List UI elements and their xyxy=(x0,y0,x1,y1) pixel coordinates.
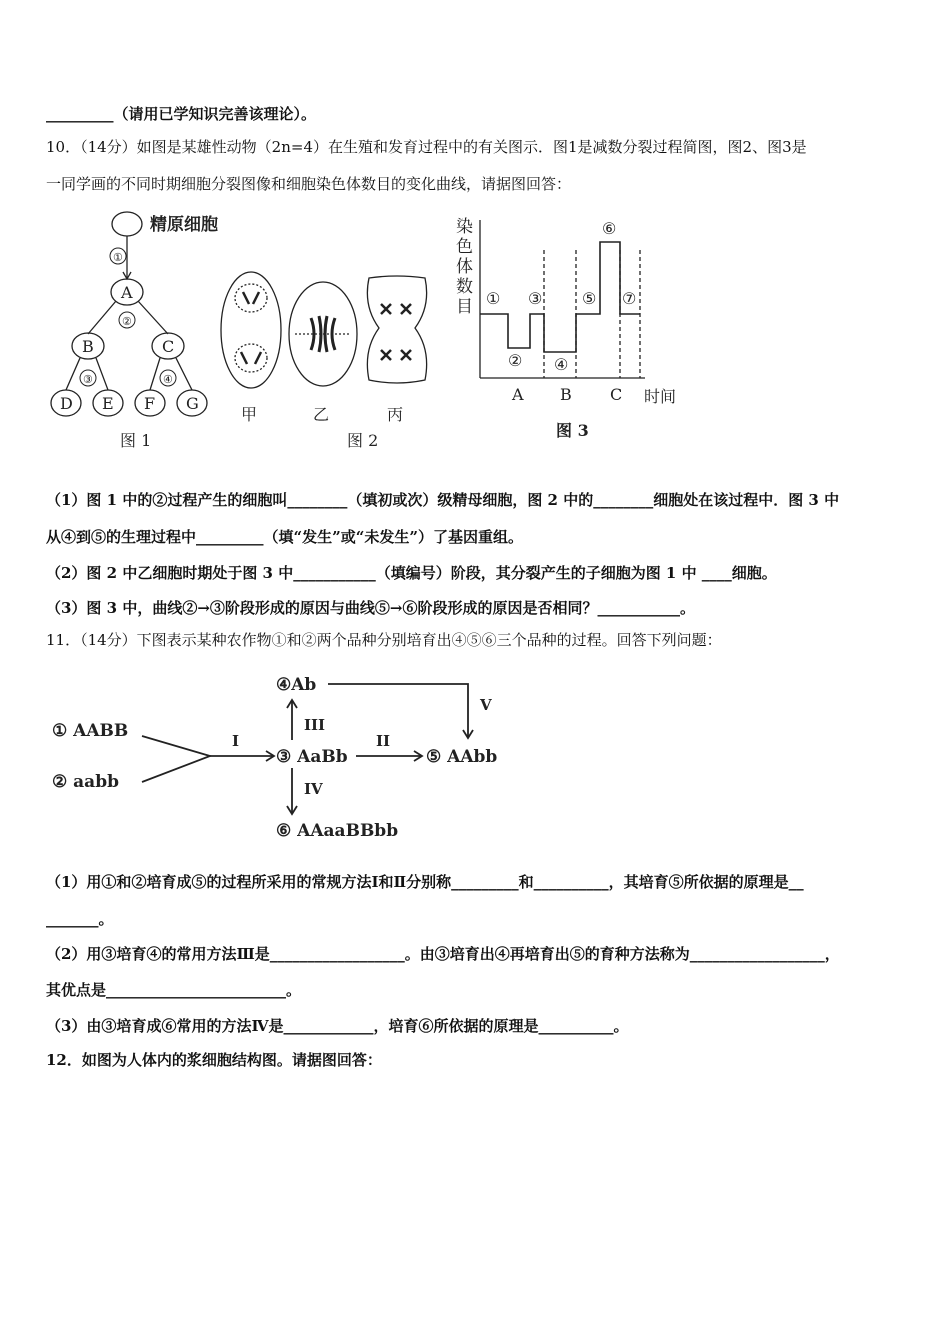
fig3-mark-1: ① xyxy=(486,289,501,308)
arrow-v xyxy=(328,684,468,738)
cell-yi xyxy=(289,282,357,424)
q11-intro: 11．（14分）下图表示某种农作物①和②两个品种分别培育出④⑤⑥三个品种的过程。回答下列问题： xyxy=(46,631,722,649)
q11-breeding-diagram xyxy=(46,664,526,854)
q10-intro-line1: 10．（14分）如图是某雄性动物（2n=4）在生殖和发育过程中的有关图示．图1是减数分裂过程简图，图2、图3是 xyxy=(46,138,807,156)
q10-intro-line2: 一同学画的不同时期细胞分裂图像和细胞染色体数目的变化曲线，请据图回答： xyxy=(46,175,572,193)
arrow-i-label: I xyxy=(232,732,240,750)
variety-2-label: ② aabb xyxy=(52,772,119,792)
fig3-mark-7: ⑦ xyxy=(622,289,637,308)
node-f-label: F xyxy=(144,394,156,413)
node-d-label: D xyxy=(60,394,73,413)
variety-3-label: ③ AaBb xyxy=(276,747,348,767)
fig3-ylabel-3: 体 xyxy=(456,257,473,277)
cell-jia-label: 甲 xyxy=(241,405,258,424)
fig3-stage-b: B xyxy=(560,385,572,404)
arrow-ii-label: II xyxy=(376,732,391,750)
fig3-ylabel-5: 目 xyxy=(456,297,473,317)
q11-sub2-line1: （2）用③培育④的常用方法Ⅲ是__________________。由③培育出④再培育出⑤的育种方法称为__________________， xyxy=(46,945,840,963)
node-b-label: B xyxy=(82,337,94,356)
cell-bing-label: 丙 xyxy=(387,405,404,424)
node-g-label: G xyxy=(186,394,199,413)
arrow-iii-label: III xyxy=(304,716,326,734)
cell-yi-label: 乙 xyxy=(313,405,330,424)
q9-tail: _________（请用已学知识完善该理论）。 xyxy=(46,105,317,123)
figure-2-cell-division xyxy=(215,268,435,454)
cell-jia xyxy=(221,272,281,424)
arrow-iv-label: IV xyxy=(304,780,323,798)
node-c-label: C xyxy=(162,337,175,356)
fig3-mark-4: ④ xyxy=(554,355,569,374)
step-4: ④ xyxy=(163,373,173,386)
fig3-mark-2: ② xyxy=(508,351,523,370)
q10-sub2: （2）图 2 中乙细胞时期处于图 3 中___________（填编号）阶段，其分裂产生的子细胞为图 1 中 ____细胞。 xyxy=(46,564,777,582)
variety-4-label: ④Ab xyxy=(276,675,317,695)
fig3-caption: 图 3 xyxy=(556,421,589,440)
fig3-ylabel xyxy=(456,217,473,317)
fig3-xlabel: 时间 xyxy=(644,387,677,406)
node-e-label: E xyxy=(102,394,114,413)
q11-sub3: （3）由③培育成⑥常用的方法Ⅳ是____________，培育⑥所依据的原理是__________。 xyxy=(46,1017,629,1035)
fig3-ylabel-2: 色 xyxy=(456,237,473,257)
spermatogonium-node xyxy=(112,212,142,236)
q11-sub2-line2: 其优点是________________________。 xyxy=(46,981,302,999)
step-1: ① xyxy=(113,251,123,264)
q10-sub1-line2: 从④到⑤的生理过程中_________（填“发生”或“未发生”）了基因重组。 xyxy=(46,528,524,546)
fig1-caption: 图 1 xyxy=(120,431,152,450)
fig3-stage-c: C xyxy=(610,385,623,404)
fig3-stage-a: A xyxy=(512,385,524,404)
fig3-mark-6: ⑥ xyxy=(602,219,617,238)
variety-6-label: ⑥ AAaaBBbb xyxy=(276,821,399,841)
figure-3-chromosome-curve xyxy=(450,210,690,450)
q10-sub3: （3）图 3 中，曲线②→③阶段形成的原因与曲线⑤→⑥阶段形成的原因是否相同？___________。 xyxy=(46,599,695,617)
fig2-caption: 图 2 xyxy=(347,431,379,450)
q11-sub1-line1: （1）用①和②培育成⑤的过程所采用的常规方法Ⅰ和Ⅱ分别称_________和__________，其培育⑤所依据的原理是__ xyxy=(46,873,804,891)
fig3-ylabel-1: 染 xyxy=(456,217,473,237)
fig3-mark-3: ③ xyxy=(528,289,543,308)
figure-1-meiosis-tree xyxy=(46,206,226,454)
cross-lines xyxy=(142,736,210,782)
arrow-v-label: V xyxy=(480,696,492,714)
node-a-label: A xyxy=(121,283,133,302)
fig3-curve xyxy=(480,242,640,352)
q10-sub1-line1: （1）图 1 中的②过程产生的细胞叫________（填初或次）级精母细胞，图 2 中的________细胞处在该过程中．图 3 中 xyxy=(46,491,840,509)
step-3: ③ xyxy=(83,373,93,386)
fig3-mark-5: ⑤ xyxy=(582,289,597,308)
cell-bing xyxy=(367,276,426,424)
q11-sub1-line2: _______。 xyxy=(46,910,114,928)
step-2: ② xyxy=(122,315,132,328)
variety-1-label: ① AABB xyxy=(52,721,129,741)
fig1-top-label: 精原细胞 xyxy=(150,215,218,235)
q12-intro: 12．如图为人体内的浆细胞结构图。请据图回答： xyxy=(46,1051,382,1069)
variety-5-label: ⑤ AAbb xyxy=(426,747,498,767)
fig3-ylabel-4: 数 xyxy=(456,277,473,297)
